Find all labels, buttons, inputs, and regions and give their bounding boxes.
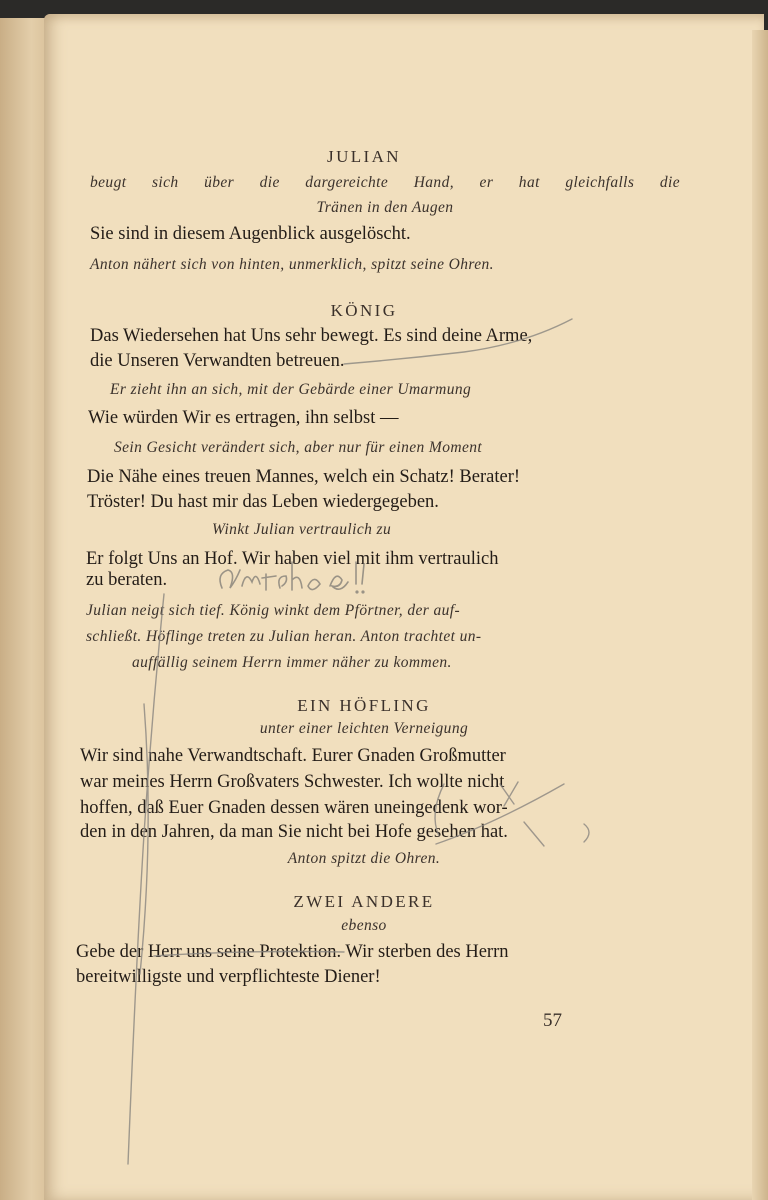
stage-direction: schließt. Höflinge treten zu Julian heran. Anton trachtet un-	[86, 628, 482, 645]
dialogue-line: hoffen, daß Euer Gnaden dessen wären uneingedenk wor-	[80, 798, 508, 818]
stage-direction: beugt sich über die dargereichte Hand, er hat gleichfalls die	[90, 174, 680, 191]
stage-direction: ebenso	[341, 917, 387, 934]
speaker-koenig: KÖNIG	[330, 301, 398, 320]
dialogue-line: Die Nähe eines treuen Mannes, welch ein Schatz! Berater!	[87, 467, 521, 487]
speaker-zwei-andere: ZWEI ANDERE	[293, 892, 435, 911]
dialogue-line: Er folgt Uns an Hof. Wir haben viel mit ihm vertraulich	[86, 549, 499, 569]
dialogue-line: den in den Jahren, da man Sie nicht bei Hofe gesehen hat.	[80, 822, 508, 842]
speaker-ein-hoefling: EIN HÖFLING	[297, 696, 431, 715]
dialogue-line: Gebe der Herr uns seine Protektion. Wir sterben des Herrn	[76, 942, 509, 962]
dialogue-line: Sie sind in diesem Augenblick ausgelöscht.	[90, 224, 411, 244]
dialogue-line: zu beraten.	[86, 570, 168, 590]
pencil-annotations	[44, 14, 764, 1200]
stage-direction: Anton nähert sich von hinten, unmerklich, spitzt seine Ohren.	[90, 256, 494, 273]
speaker-julian: JULIAN	[327, 147, 401, 166]
book-page	[44, 14, 764, 1200]
stage-direction: Sein Gesicht verändert sich, aber nur für einen Moment	[114, 439, 483, 456]
stage-direction: Anton spitzt die Ohren.	[287, 850, 441, 867]
dialogue-line: Wir sind nahe Verwandtschaft. Eurer Gnaden Großmutter	[80, 746, 506, 766]
pencil-margin-line	[128, 594, 164, 1164]
stage-direction: Winkt Julian vertraulich zu	[212, 521, 392, 538]
stage-direction: Julian neigt sich tief. König winkt dem Pförtner, der auf-	[86, 602, 461, 619]
page-number: 57	[543, 1010, 562, 1031]
dialogue-line: bereitwilligste und verpflichteste Diener!	[76, 967, 381, 987]
pencil-stroke	[524, 822, 544, 846]
stage-direction: unter einer leichten Verneigung	[259, 720, 469, 737]
dialogue-line: war meines Herrn Großvaters Schwester. Ich wollte nicht	[80, 772, 505, 792]
pencil-stroke	[584, 824, 589, 842]
stage-direction: Er zieht ihn an sich, mit der Gebärde einer Umarmung	[110, 381, 472, 398]
stage-direction: auffällig seinem Herrn immer näher zu kommen.	[132, 654, 452, 671]
pencil-stroke	[436, 784, 564, 844]
pencil-underline	[154, 952, 344, 957]
stage-direction: Tränen in den Augen	[316, 199, 454, 216]
handwritten-annotation-aufschluss	[220, 562, 364, 593]
page-fore-edge	[752, 30, 768, 1200]
pencil-stroke	[344, 319, 572, 364]
dialogue-line: die Unseren Verwandten betreuen.	[90, 351, 345, 371]
pencil-stroke	[500, 782, 518, 806]
dialogue-line: Das Wiedersehen hat Uns sehr bewegt. Es sind deine Arme,	[90, 326, 533, 346]
dialogue-line: Tröster! Du hast mir das Leben wiedergegeben.	[87, 492, 439, 512]
dialogue-line: Wie würden Wir es ertragen, ihn selbst —	[88, 408, 399, 428]
pencil-stroke	[435, 784, 444, 836]
